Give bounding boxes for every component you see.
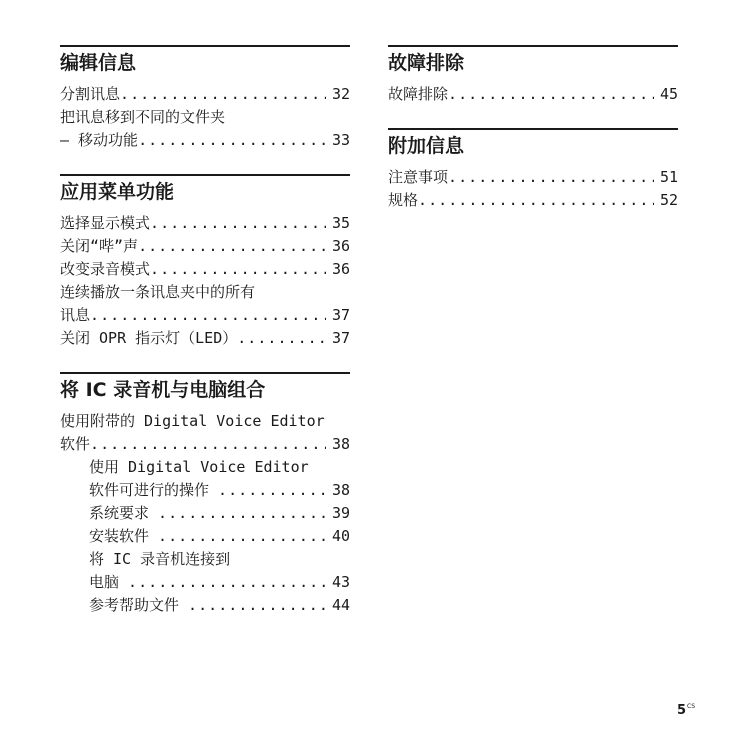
section-heading: 附加信息 xyxy=(388,128,678,158)
leader-dots xyxy=(120,83,326,106)
toc-entry xyxy=(60,83,350,106)
entry-title-line: 将 IC 录音机连接到 xyxy=(89,550,231,568)
entry-title: 系统要求 xyxy=(89,504,159,522)
toc-right-column xyxy=(388,45,678,234)
toc-entry xyxy=(60,327,350,350)
entry-title: 关闭 OPR 指示灯（LED） xyxy=(60,329,238,347)
entry-title-line: 连续播放一条讯息夹中的所有 xyxy=(60,283,256,301)
leader-dots xyxy=(418,189,654,212)
entry-title: 规格 xyxy=(388,191,419,209)
entry-title: 分割讯息 xyxy=(60,85,121,103)
leader-dots xyxy=(237,327,326,350)
leader-dots xyxy=(448,83,654,106)
entry-row xyxy=(388,166,678,189)
entry-page-number: 35 xyxy=(331,214,350,232)
toc-section xyxy=(60,372,350,617)
entry-row xyxy=(60,235,350,258)
entry-title: 安装软件 xyxy=(89,527,159,545)
entry-row xyxy=(89,525,350,548)
entry-page-number: 45 xyxy=(659,85,678,103)
leader-dots xyxy=(128,571,326,594)
entry-page-number: 37 xyxy=(331,306,350,324)
toc-section xyxy=(388,45,678,106)
entry-title: 软件 xyxy=(60,435,91,453)
entry-row xyxy=(89,594,350,617)
entry-title: 注意事项 xyxy=(388,168,449,186)
leader-dots xyxy=(90,433,326,456)
toc-entry xyxy=(60,456,350,502)
leader-dots xyxy=(188,594,326,617)
leader-dots xyxy=(158,525,326,548)
leader-dots xyxy=(448,166,654,189)
entry-title: 软件可进行的操作 xyxy=(89,481,219,499)
page-number-value: 5 xyxy=(677,703,687,718)
entry-page-number: 44 xyxy=(331,596,350,614)
entry-title: 选择显示模式 xyxy=(60,214,151,232)
entry-title: 参考帮助文件 xyxy=(89,596,189,614)
entry-page-number: 32 xyxy=(331,85,350,103)
leader-dots xyxy=(150,258,326,281)
entry-page-number: 51 xyxy=(659,168,678,186)
page-number xyxy=(677,703,695,718)
page-number-suffix: CS xyxy=(687,703,696,710)
entry-row xyxy=(60,433,350,456)
toc-entry xyxy=(60,502,350,525)
entry-page-number: 38 xyxy=(331,435,350,453)
toc-entry xyxy=(60,106,350,152)
entry-title: 电脑 xyxy=(89,573,129,591)
entry-title-line: 把讯息移到不同的文件夹 xyxy=(60,108,226,126)
entry-row xyxy=(388,83,678,106)
entry-title-line: 使用附带的 Digital Voice Editor xyxy=(60,412,325,430)
toc-entry xyxy=(388,83,678,106)
entry-row xyxy=(60,258,350,281)
entry-page-number: 36 xyxy=(331,260,350,278)
leader-dots xyxy=(150,212,326,235)
toc-entry xyxy=(60,258,350,281)
entry-page-number: 43 xyxy=(331,573,350,591)
toc-entry xyxy=(60,281,350,327)
toc-entry xyxy=(60,235,350,258)
entry-title: 关闭“哔”声 xyxy=(60,237,139,255)
toc-entry xyxy=(60,410,350,456)
entry-row xyxy=(89,479,350,502)
entry-row xyxy=(60,83,350,106)
leader-dots xyxy=(218,479,326,502)
toc-entry xyxy=(60,594,350,617)
section-heading: 将 IC 录音机与电脑组合 xyxy=(60,372,350,402)
toc-left-column xyxy=(60,45,350,639)
entry-row xyxy=(60,129,350,152)
entry-page-number: 52 xyxy=(659,191,678,209)
toc-entry xyxy=(388,166,678,189)
leader-dots xyxy=(158,502,326,525)
entry-page-number: 33 xyxy=(331,131,350,149)
leader-dots xyxy=(138,129,326,152)
entry-row xyxy=(89,571,350,594)
toc-section xyxy=(388,128,678,212)
leader-dots xyxy=(138,235,326,258)
entry-title-line: 使用 Digital Voice Editor xyxy=(89,458,309,476)
entry-row xyxy=(89,502,350,525)
entry-title: 故障排除 xyxy=(388,85,449,103)
toc-entry xyxy=(60,548,350,594)
entry-title: 讯息 xyxy=(60,306,91,324)
entry-title: 改变录音模式 xyxy=(60,260,151,278)
entry-row xyxy=(388,189,678,212)
entry-row xyxy=(60,327,350,350)
leader-dots xyxy=(90,304,326,327)
toc-entry xyxy=(60,525,350,548)
toc-section xyxy=(60,174,350,350)
entry-page-number: 36 xyxy=(331,237,350,255)
section-heading: 应用菜单功能 xyxy=(60,174,350,204)
entry-page-number: 37 xyxy=(331,329,350,347)
toc-entry xyxy=(388,189,678,212)
section-heading: 编辑信息 xyxy=(60,45,350,75)
entry-row xyxy=(60,304,350,327)
section-heading: 故障排除 xyxy=(388,45,678,75)
toc-section xyxy=(60,45,350,152)
entry-title: — 移动功能 xyxy=(60,131,139,149)
entry-page-number: 38 xyxy=(331,481,350,499)
entry-page-number: 39 xyxy=(331,504,350,522)
toc-entry xyxy=(60,212,350,235)
entry-row xyxy=(60,212,350,235)
entry-page-number: 40 xyxy=(331,527,350,545)
